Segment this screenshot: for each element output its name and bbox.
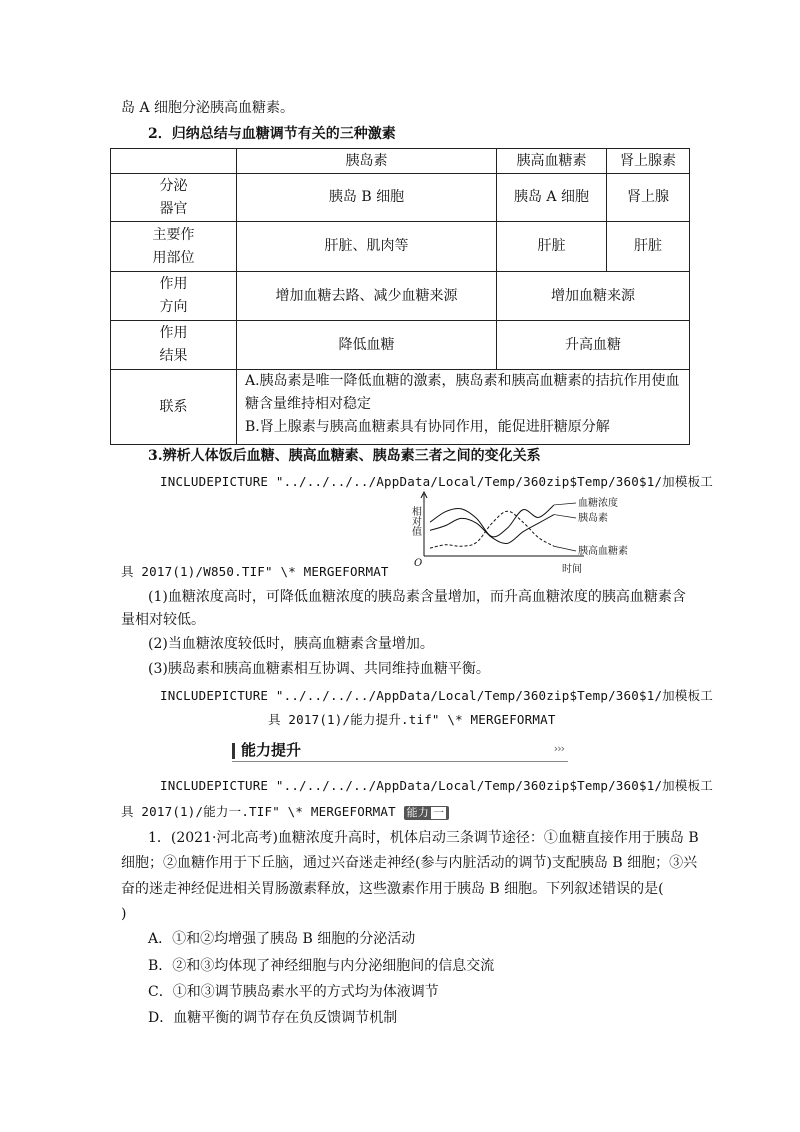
row-label-line: 用部位 [152, 249, 195, 266]
x-axis-label: 时间 [562, 564, 582, 575]
legend-label: 胰高血糖素 [578, 546, 628, 557]
relation-cell [237, 370, 689, 445]
legend-leader [554, 546, 576, 551]
y-axis-label: 相对值 [409, 506, 421, 536]
include-field-line: 具 2017(1)/能力提升.tif" \* MERGEFORMAT [268, 712, 556, 727]
point-1-cont: 量相对较低。 [121, 612, 205, 628]
include-field-line: INCLUDEPICTURE "../../../../AppData/Local/Temp/360zip$Temp/360$1/加模板工 [160, 688, 713, 703]
ability-banner [232, 740, 568, 762]
table-cell: 肾上腺 [627, 189, 669, 205]
chart-svg [410, 494, 690, 578]
banner-title: 能力提升 [241, 741, 302, 759]
table-cell: 肝脏、肌肉等 [324, 238, 409, 254]
row-label-line: 作用 [159, 276, 188, 292]
origin-label: O [414, 558, 423, 569]
option-c: C．①和③调节胰岛素水平的方式均为体液调节 [148, 984, 439, 1000]
series-line-1 [430, 505, 554, 537]
table-cell: 增加血糖去路、减少血糖来源 [275, 287, 458, 304]
relation-line: 糖含量维持相对稳定 [245, 396, 371, 412]
section3-title: 3.辨析人体饭后血糖、胰高血糖素、胰岛素三者之间的变化关系 [148, 448, 541, 464]
row-label-line: 分泌 [159, 177, 188, 194]
option-b: B．②和③均体现了神经细胞与内分泌细胞间的信息交流 [148, 958, 495, 974]
point-1: (1)血糖浓度高时，可降低血糖浓度的胰岛素含量增加，而升高血糖浓度的胰高血糖素含 [148, 589, 686, 605]
relation-line: B.肾上腺素与胰高血糖素具有协同作用，能促进肝糖原分解 [245, 419, 610, 435]
point-3: (3)胰岛素和胰高血糖素相互协调、共同维持血糖平衡。 [148, 661, 490, 677]
row-label-line: 器官 [159, 200, 188, 217]
header-insulin: 胰岛素 [345, 152, 388, 169]
row-label-line: 作用 [159, 325, 188, 341]
row-label-relation: 联系 [159, 399, 188, 415]
glucose-hormone-chart [410, 494, 690, 578]
table-cell: 肝脏 [537, 238, 566, 254]
include-field-line: 具 2017(1)/W850.TIF" \* MERGEFORMAT [121, 564, 389, 579]
question-line: 细胞；②血糖作用于下丘脑，通过兴奋迷走神经(参与内脏活动的调节)支配胰岛 B 细胞；③兴 [121, 855, 698, 871]
table-cell: 降低血糖 [338, 336, 395, 353]
row-label-result [111, 321, 236, 369]
table-cell: 升高血糖 [565, 336, 621, 353]
banner-underline [232, 761, 568, 762]
chevrons-right-icon: ››› [553, 742, 564, 755]
legend-leader [554, 515, 576, 518]
row-label-target [111, 222, 236, 271]
question-line: 1．(2021·河北高考)血糖浓度升高时，机体启动三条调节途径：①血糖直接作用于胰岛 B [148, 830, 699, 846]
header-glucagon: 胰高血糖素 [516, 152, 587, 169]
include-field-text: 具 2017(1)/能力一.TIF" \* MERGEFORMAT [121, 804, 396, 819]
header-adrenaline: 肾上腺素 [620, 152, 676, 169]
row-label-line: 方向 [159, 299, 188, 315]
tag-number: 一 [432, 805, 445, 819]
table-cell: 肝脏 [634, 238, 662, 254]
table-cell: 胰岛 A 细胞 [513, 189, 589, 205]
table-cell: 胰岛 B 细胞 [328, 189, 405, 205]
question-line: ) [121, 906, 127, 922]
include-field-line: INCLUDEPICTURE "../../../../AppData/Local/Temp/360zip$Temp/360$1/加模板工 [160, 474, 713, 489]
row-label-line: 结果 [159, 348, 188, 364]
relation-line: A.胰岛素是唯一降低血糖的激素，胰岛素和胰高血糖素的拮抗作用使血 [245, 373, 680, 389]
legend-label: 胰岛素 [578, 513, 608, 524]
ability-tag [404, 806, 450, 820]
section2-title: 2．归纳总结与血糖调节有关的三种激素 [148, 126, 396, 142]
table-cell: 增加血糖来源 [551, 287, 635, 304]
option-d: D．血糖平衡的调节存在负反馈调节机制 [148, 1010, 398, 1026]
legend-leader [554, 503, 576, 505]
intro-line: 岛 A 细胞分泌胰高血糖素。 [121, 100, 295, 116]
hormone-table [110, 148, 690, 445]
tag-text: 能力 [406, 805, 429, 819]
banner-bar [232, 743, 235, 759]
row-label-secretion [111, 174, 236, 221]
row-label-line: 主要作 [152, 226, 195, 243]
option-a: A．①和②均增强了胰岛 B 细胞的分泌活动 [148, 931, 416, 947]
question-line: 奋的迷走神经促进相关胃肠激素释放，这些激素作用于胰岛 B 细胞。下列叙述错误的是( [121, 881, 664, 897]
series-line-2 [430, 515, 554, 544]
point-2: (2)当血糖浓度较低时，胰高血糖素含量增加。 [148, 636, 434, 652]
legend-label: 血糖浓度 [578, 498, 618, 509]
include-field-line [121, 802, 449, 822]
row-label-direction [111, 272, 236, 320]
include-field-line: INCLUDEPICTURE "../../../../AppData/Local/Temp/360zip$Temp/360$1/加模板工 [160, 778, 713, 793]
